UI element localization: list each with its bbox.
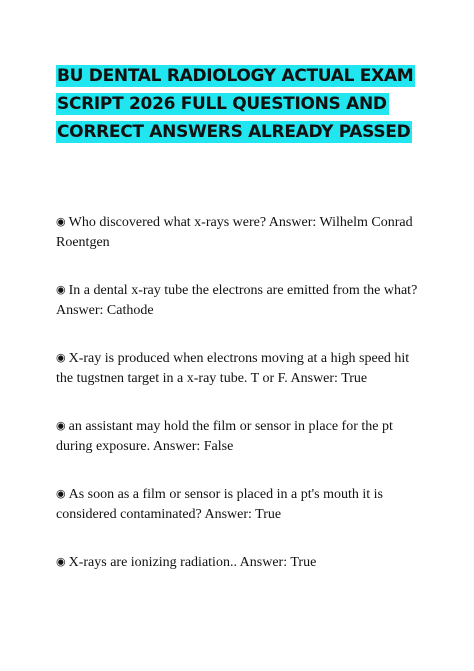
qa-text: In a dental x-ray tube the electrons are emitted from the what? Answer: Cathode bbox=[56, 283, 418, 318]
qa-item bbox=[56, 212, 426, 253]
bullet-icon: ◉ bbox=[56, 283, 66, 296]
document-title bbox=[56, 62, 436, 146]
qa-text: X-rays are ionizing radiation.. Answer: True bbox=[68, 555, 317, 570]
bullet-icon: ◉ bbox=[56, 215, 66, 228]
document-title-text: BU DENTAL RADIOLOGY ACTUAL EXAM SCRIPT 2026 FULL QUESTIONS AND CORRECT ANSWERS ALREADY PASSED bbox=[57, 66, 414, 142]
bullet-icon: ◉ bbox=[56, 419, 66, 432]
qa-text: Who discovered what x-rays were? Answer: Wilhelm Conrad Roentgen bbox=[56, 215, 413, 250]
qa-item bbox=[56, 484, 426, 525]
qa-text: an assistant may hold the film or sensor in place for the pt during exposure. Answer: False bbox=[56, 419, 393, 454]
bullet-icon: ◉ bbox=[56, 555, 66, 568]
qa-item bbox=[56, 280, 426, 321]
bullet-icon: ◉ bbox=[56, 487, 66, 500]
qa-item bbox=[56, 348, 426, 389]
qa-text: X-ray is produced when electrons moving at a high speed hit the tugstnen target in a x-ray tube. T or F. Answer: True bbox=[56, 351, 410, 386]
bullet-icon: ◉ bbox=[56, 351, 66, 364]
qa-text: As soon as a film or sensor is placed in a pt's mouth it is considered contaminated? Answer: True bbox=[56, 487, 383, 522]
qa-item bbox=[56, 552, 426, 573]
qa-item bbox=[56, 416, 426, 457]
